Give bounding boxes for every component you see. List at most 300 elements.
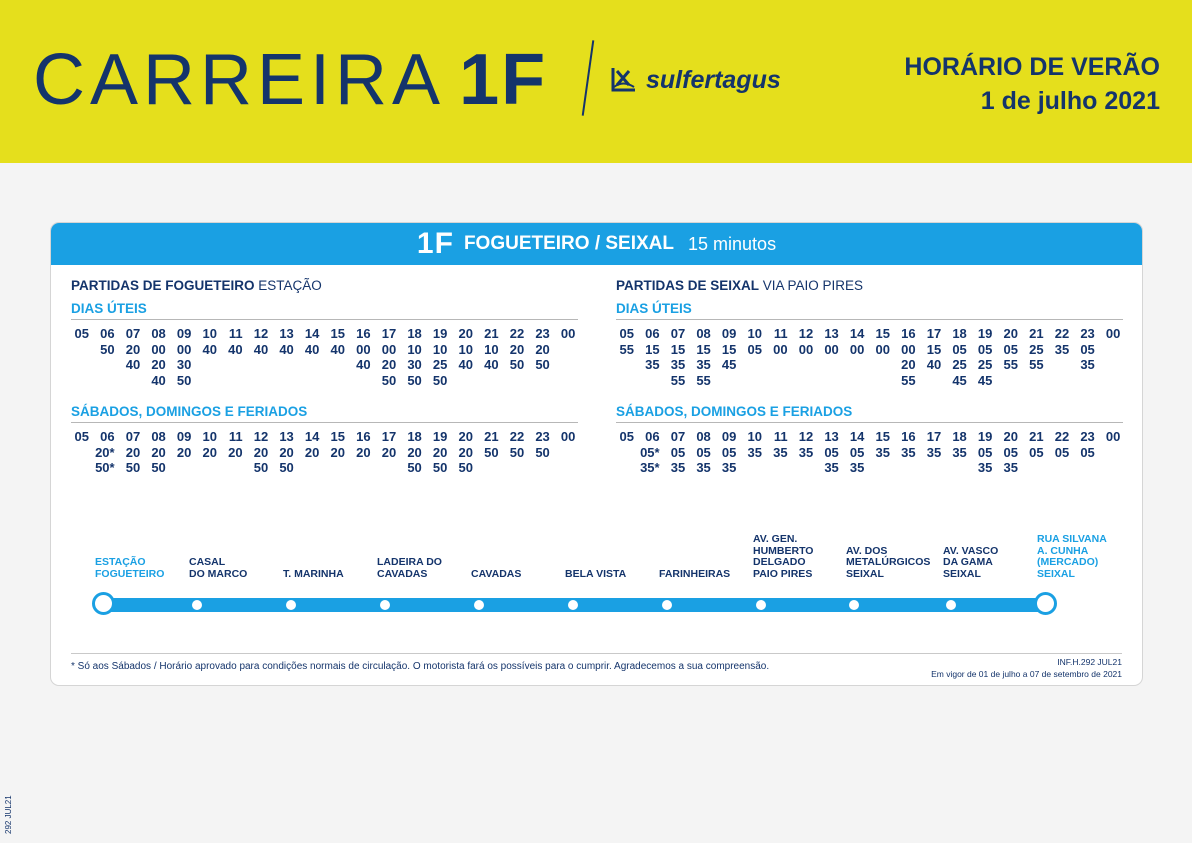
minute-value: 20 [253,444,269,460]
minute-value: 15 [926,341,942,357]
timetable-column [422,429,447,476]
minute-value: 35 [1054,341,1070,357]
minute-value: 40 [356,357,371,372]
minute-value: 05 [977,341,993,357]
hour-label: 19 [432,429,448,444]
hour-label: 07 [670,429,686,444]
timetable-column [686,429,711,476]
minute-value: 35 [798,444,814,460]
minute-value: 45 [977,372,993,388]
minute-value: 20 [151,444,166,460]
minute-value: 40 [279,341,294,357]
timetable-column [90,326,115,357]
minute-value: 40 [304,341,320,357]
hour-label: 13 [824,326,839,341]
minute-value: 05 [977,444,993,460]
hour-label: 16 [356,326,371,341]
stop-label-line: (MERCADO) [1037,556,1099,568]
hour-label: 23 [1080,326,1095,341]
minute-value: 20 [304,444,320,460]
minute-value: 30 [407,357,422,372]
hour-label: 16 [901,429,916,444]
minute-value: 20 [125,341,141,357]
timetable-column [192,326,217,357]
side-code: 292 JUL21 [4,795,13,834]
minute-value: 35 [696,460,711,475]
timetable-column [1019,429,1044,460]
hour-label: 21 [1029,326,1044,341]
stop-label [377,557,442,580]
minute-value: 50 [432,460,448,475]
minute-value: 05 [1029,444,1044,460]
minute-value: 40 [151,372,166,388]
minute-value: 15 [645,341,660,357]
stop-label-line: T. MARINHA [283,567,344,580]
stop-label-line: SEIXAL [846,567,884,580]
hour-label: 10 [202,326,217,341]
timetable-column [1095,326,1120,342]
reference-info [931,656,1122,680]
timetable-column [635,326,660,373]
stop-label-line: HUMBERTO [753,544,814,557]
stop-label [283,569,344,581]
timetable-column [218,326,243,357]
footer-divider [71,653,1122,654]
timetable-column [891,326,916,388]
stop-marker [192,600,202,610]
timetable-column [115,429,140,476]
timetable-weekdays [616,326,1123,394]
stop-marker [474,600,484,610]
minute-value: 40 [458,357,473,372]
minute-value: 05 [1003,444,1018,460]
section-label-weekdays: DIAS ÚTEIS [71,301,578,320]
hour-label: 06 [645,429,660,444]
minute-value: 20 [407,444,422,460]
route-code: 1F [416,227,454,260]
timetable-weekends [616,429,1123,481]
hour-label: 05 [619,429,634,444]
minute-value: 20 [151,357,166,372]
timetable-column [1044,326,1069,357]
minute-value: 50 [279,460,294,475]
timetable-column [550,326,575,342]
timetable-column [916,326,941,373]
minute-value: 00 [849,341,865,357]
stop-label-line: A. CUNHA [1037,544,1089,557]
timetable-column [474,326,499,373]
minute-value: 20 [535,341,550,357]
timetable-column [609,326,634,357]
hour-label: 14 [304,326,320,341]
hour-label: 13 [824,429,839,444]
minute-value: 15 [696,341,711,357]
stop-label-line: FOGUETEIRO [95,567,165,580]
hour-label: 16 [356,429,371,444]
minute-value: 45 [952,372,967,388]
timetable-column [967,429,992,476]
timetable-column [525,326,550,373]
stop-label-line: DELGADO [753,556,806,568]
hour-label: 10 [202,429,217,444]
minute-value: 00 [901,341,916,357]
hour-label: 00 [560,326,576,341]
minute-value: 55 [1003,357,1018,372]
stop-label-line: CAVADAS [377,567,428,580]
minute-value: 05 [849,444,865,460]
minute-value: 05 [1080,444,1095,460]
timetable-column [448,429,473,476]
stop-label [753,534,813,580]
minute-value: 25 [1029,341,1044,357]
hour-label: 15 [875,429,890,444]
stop-label [846,546,930,581]
hour-label: 19 [977,429,993,444]
hour-label: 21 [1029,429,1044,444]
route-bar [51,223,1142,265]
minute-value: 50 [176,372,192,388]
timetable-column [967,326,992,388]
minute-value: 20 [381,357,397,372]
hour-label: 14 [849,429,865,444]
timetable-column [788,429,813,460]
hour-label: 15 [330,326,345,341]
hour-label: 06 [100,326,115,341]
hour-label: 07 [125,429,141,444]
minute-value: 40 [330,341,345,357]
minute-value: 40 [202,341,217,357]
terminal-stop-marker [1034,592,1057,615]
hour-label: 12 [798,326,814,341]
minute-value: 25 [952,357,967,372]
stop-label-line: METALÚRGICOS [846,556,931,568]
hour-label: 17 [926,326,942,341]
timetable-column [763,429,788,460]
stop-label [189,557,247,580]
stop-label [943,546,998,581]
stop-label-line: DO MARCO [189,567,248,580]
minute-value: 15 [670,341,686,357]
hour-label: 05 [74,429,89,444]
minute-value: 05 [747,341,762,357]
timetable-weekdays [71,326,578,394]
minute-value: 00 [875,341,890,357]
direction-title: PARTIDAS DE FOGUETEIRO ESTAÇÃO [71,278,322,293]
timetable-column [115,326,140,373]
hour-label: 06 [645,326,660,341]
minute-value: 20 [356,444,371,460]
timetable-column [660,429,685,476]
timetable-column [635,429,660,476]
timetable-column [1070,326,1095,373]
timetable-column [525,429,550,460]
timetable-column [686,326,711,388]
hour-label: 08 [696,326,711,341]
timetable-column [788,326,813,357]
hour-label: 18 [407,429,422,444]
hour-label: 12 [253,326,269,341]
minute-value: 40 [228,341,243,357]
season-date: 1 de julho 2021 [980,87,1160,115]
minute-value: 50 [535,444,550,460]
timetable-column [865,326,890,357]
timetable-column [1070,429,1095,460]
timetable-column [320,429,345,460]
hour-label: 14 [849,326,865,341]
stop-label [95,557,164,580]
minute-value: 20* [95,444,115,460]
hour-label: 10 [747,326,762,341]
minute-value: 00 [176,341,192,357]
route-name: FOGUETEIRO / SEIXAL [463,233,675,254]
minute-value: 50 [535,357,550,372]
timetable-column [141,326,166,388]
minute-value: 00 [773,341,788,357]
minute-value: 10 [458,341,473,357]
hour-label: 14 [304,429,320,444]
section-label-weekends: SÁBADOS, DOMINGOS E FERIADOS [71,404,578,423]
timetable-column [550,429,575,445]
stop-marker [849,600,859,610]
minute-value: 35 [977,460,993,475]
minute-value: 35 [670,460,686,475]
minute-value: 10 [484,341,499,357]
hour-label: 13 [279,429,294,444]
stop-label-line: FARINHEIRAS [659,567,731,580]
validity-period: Em vigor de 01 de julho a 07 de setembro de 2021 [931,669,1122,679]
minute-value: 20 [125,444,141,460]
minute-value: 40 [926,357,942,372]
timetable-column [499,429,524,460]
stop-marker [662,600,672,610]
minute-value: 20 [202,444,217,460]
hour-label: 23 [535,429,550,444]
minute-value: 15 [721,341,737,357]
stop-label-line: BELA VISTA [565,567,627,580]
stop-label [471,569,521,581]
hour-label: 18 [952,429,967,444]
minute-value: 10 [432,341,448,357]
timetable-column [269,429,294,476]
minute-value: 20 [458,444,473,460]
hour-label: 05 [74,326,89,341]
minute-value: 50 [407,372,422,388]
minute-value: 35 [696,357,711,372]
minute-value: 40 [484,357,499,372]
timetable-column [737,429,762,460]
timetable-column [64,429,89,445]
stop-marker [380,600,390,610]
timetable-column [269,326,294,357]
minute-value: 20 [279,444,294,460]
stop-label-line: PAIO PIRES [753,567,813,580]
hour-label: 16 [901,326,916,341]
timetable-column [1019,326,1044,373]
timetable-column [499,326,524,373]
timetable-column [243,326,268,357]
stop-label-line: ESTAÇÃO [95,556,146,568]
minute-value: 55 [670,372,686,388]
hour-label: 06 [100,429,115,444]
hour-label: 00 [1105,326,1121,341]
timetable-column [141,429,166,476]
timetable-column [218,429,243,460]
direction-title: PARTIDAS DE SEIXAL VIA PAIO PIRES [616,278,864,293]
minute-value: 50 [509,357,525,372]
timetable-column [711,429,736,476]
minute-value: 20 [228,444,243,460]
minute-value: 50 [509,444,525,460]
timetable-column [609,429,634,445]
stop-marker [756,600,766,610]
hour-label: 12 [798,429,814,444]
timetable-column [942,326,967,388]
minute-value: 20 [176,444,192,460]
minute-value: 20 [509,341,525,357]
timetable-column [891,429,916,460]
footnote: * Só aos Sábados / Horário aprovado para condições normais de circulação. O motorista fará os possíveis para o cumprir. Agradecemos a sua compreensão. [71,661,770,672]
minute-value: 55 [901,372,916,388]
minute-value: 00 [151,341,166,357]
minute-value: 35 [670,357,686,372]
timetable-column [294,429,319,460]
hour-label: 21 [484,326,499,341]
minute-value: 00 [824,341,839,357]
minute-value: 05 [1080,341,1095,357]
minute-value: 00 [356,341,371,357]
hour-label: 22 [509,326,525,341]
minute-value: 35 [824,460,839,475]
page-title: CARREIRA 1F [33,40,548,120]
timetable-column [294,326,319,357]
timetable-column [448,326,473,373]
hour-label: 21 [484,429,499,444]
hour-label: 07 [670,326,686,341]
timetable-column [371,326,396,388]
minute-value: 50 [432,372,448,388]
hour-label: 22 [1054,326,1070,341]
stop-label-line: SEIXAL [943,567,981,580]
stop-label [565,569,626,581]
minute-value: 35 [645,357,660,372]
hour-label: 18 [952,326,967,341]
timetable-column [916,429,941,460]
minute-value: 10 [407,341,422,357]
minute-value: 50 [100,341,115,357]
timetable-column [474,429,499,460]
minute-value: 20 [381,444,397,460]
route-frequency: 15 minutos [688,233,777,254]
hour-label: 20 [458,326,473,341]
terminal-stop-marker [92,592,115,615]
minute-value: 50 [151,460,166,475]
season-title: HORÁRIO DE VERÃO [904,53,1160,81]
minute-value: 35 [773,444,788,460]
timetable-column [839,326,864,357]
minute-value: 50 [381,372,397,388]
minute-value: 40 [125,357,141,372]
stop-label-line: RUA SILVANA [1037,533,1107,545]
timetable-column [993,326,1018,373]
minute-value: 50 [484,444,499,460]
hour-label: 00 [560,429,576,444]
hour-label: 17 [926,429,942,444]
minute-value: 50 [458,460,473,475]
section-label-weekends: SÁBADOS, DOMINGOS E FERIADOS [616,404,1123,423]
stop-label-line: AV. DOS [846,544,888,557]
direction-seixal [616,278,1123,491]
timetable-column [737,326,762,357]
minute-value: 35 [721,460,737,475]
minute-value: 50* [95,460,115,475]
hour-label: 20 [1003,326,1018,341]
hour-label: 18 [407,326,422,341]
minute-value: 20 [330,444,345,460]
timetable-column [711,326,736,373]
hour-label: 20 [458,429,473,444]
hour-label: 11 [773,326,788,341]
timetable-column [422,326,447,388]
timetable-column [1044,429,1069,460]
hour-label: 20 [1003,429,1018,444]
stop-marker [568,600,578,610]
minute-value: 05 [824,444,839,460]
hour-label: 22 [1054,429,1070,444]
stop-label-line: CAVADAS [471,567,522,580]
timetable-column [397,429,422,476]
hour-label: 10 [747,429,762,444]
stop-marker [286,600,296,610]
timetable-column [397,326,422,388]
hour-label: 13 [279,326,294,341]
minute-value: 35 [849,460,865,475]
hour-label: 19 [977,326,993,341]
minute-value: 05 [1054,444,1070,460]
minute-value: 55 [696,372,711,388]
timetable-column [320,326,345,357]
hour-label: 23 [535,326,550,341]
season-info [904,50,1160,118]
minute-value: 25 [432,357,448,372]
hour-label: 09 [721,326,737,341]
hour-label: 22 [509,429,525,444]
timetable-weekends [71,429,578,481]
timetable-column [371,429,396,460]
hour-label: 08 [151,429,166,444]
section-label-weekdays: DIAS ÚTEIS [616,301,1123,320]
hour-label: 15 [330,429,345,444]
hour-label: 11 [773,429,788,444]
minute-value: 05 [670,444,686,460]
stop-label-line: DA GAMA [943,556,993,568]
stop-label-line: AV. GEN. [753,533,798,545]
minute-value: 50 [253,460,269,475]
hour-label: 09 [176,429,192,444]
hour-label: 11 [228,429,243,444]
minute-value: 50 [125,460,141,475]
timetable-column [839,429,864,476]
hour-label: 15 [875,326,890,341]
hour-label: 23 [1080,429,1095,444]
minute-value: 05* [640,444,660,460]
minute-value: 45 [721,357,737,372]
stop-label [1037,534,1107,580]
minute-value: 25 [977,357,993,372]
timetable-column [166,429,191,460]
timetable-column [346,326,371,373]
hour-label: 09 [721,429,737,444]
hour-label: 08 [696,429,711,444]
